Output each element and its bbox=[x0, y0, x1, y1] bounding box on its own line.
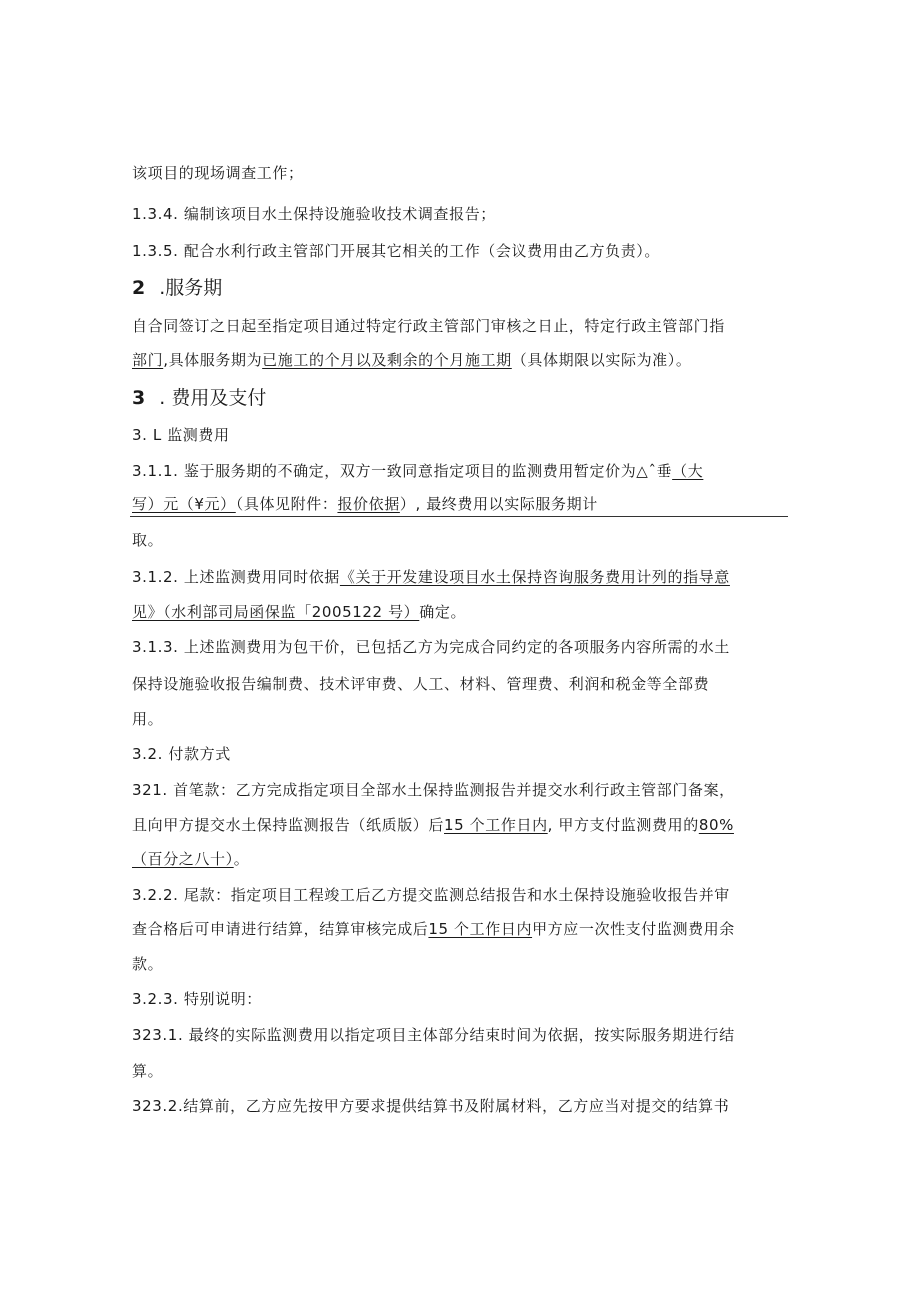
clause-3-2-3-2: 323.2.结算前，乙方应先按甲方要求提供结算书及附属材料，乙方应当对提交的结算书 bbox=[132, 1097, 730, 1115]
clause-3-2-3: 3.2.3. 特别说明： bbox=[132, 990, 262, 1008]
text-line: 款。 bbox=[132, 955, 164, 973]
section-number: 2 bbox=[132, 277, 146, 299]
text-line: 取。 bbox=[132, 531, 164, 549]
service-period-field: 已施工的个月以及剩余的个月施工期 bbox=[262, 351, 512, 369]
clause-3-1-1 bbox=[132, 461, 792, 481]
clause-3-2-3-1: 323.1. 最终的实际监测费用以指定项目主体部分结束时间为依据，按实际服务期进行结 bbox=[132, 1026, 735, 1044]
text-run: ）, 最终费用以实际服务期计 bbox=[399, 495, 598, 513]
regulation-title: 见》（水利部司局函保监「2005122 号） bbox=[132, 603, 420, 621]
text-run: 确定。 bbox=[419, 603, 467, 621]
clause-3-1-2 bbox=[132, 567, 792, 587]
percentage-field: 80% bbox=[698, 816, 734, 834]
text-line: 自合同签订之日起至指定项目通过特定行政主管部门审核之日止，特定行政主管部门指 bbox=[132, 317, 725, 335]
clause-1-3-5: 1.3.5. 配合水利行政主管部门开展其它相关的工作（会议费用由乙方负责）。 bbox=[132, 242, 661, 260]
section-3-heading bbox=[132, 386, 266, 410]
underlined-text: 部门 bbox=[132, 351, 164, 369]
text-line bbox=[132, 350, 792, 370]
section-title: . 费用及支付 bbox=[159, 387, 267, 409]
text-run: 查合格后可申请进行结算，结算审核完成后 bbox=[132, 920, 429, 938]
text-line bbox=[132, 602, 792, 622]
text-line bbox=[132, 494, 792, 514]
text-run: 甲方应一次性支付监测费用余 bbox=[532, 920, 735, 938]
text-line: 用。 bbox=[132, 710, 164, 728]
text-run: 3.1.2. 上述监测费用同时依据 bbox=[132, 568, 340, 586]
text-line: 保持设施验收报告编制费、技术评审费、人工、材料、管理费、利润和税金等全部费 bbox=[132, 675, 710, 693]
deadline-field: 15 个工作日内 bbox=[444, 816, 548, 834]
text-run: 3.1.1. 鉴于服务期的不确定，双方一致同意指定项目的监测费用暂定价为△ˆ垂 bbox=[132, 462, 673, 480]
amount-field: 写）元（¥元） bbox=[132, 495, 236, 513]
regulation-title: 《关于开发建设项目水土保持咨询服务费用计列的指导意 bbox=[339, 568, 730, 586]
clause-3-2-2: 3.2.2. 尾款：指定项目工程竣工后乙方提交监测总结报告和水土保持设施验收报告并审 bbox=[132, 886, 730, 904]
text-line bbox=[132, 919, 792, 939]
section-2-heading bbox=[132, 276, 222, 300]
text-run: 且向甲方提交水土保持监测报告（纸质版）后 bbox=[132, 816, 445, 834]
section-number: 3 bbox=[132, 387, 146, 409]
subsection-3-2: 3.2. 付款方式 bbox=[132, 745, 231, 763]
clause-3-2-1: 321. 首笔款：乙方完成指定项目全部水土保持监测报告并提交水利行政主管部门备案， bbox=[132, 781, 735, 799]
deadline-field: 15 个工作日内 bbox=[428, 920, 533, 938]
text-run: 。 bbox=[233, 850, 250, 868]
text-run: （具体期限以实际为准）。 bbox=[511, 351, 692, 369]
text-run: （具体见附件： bbox=[235, 495, 338, 513]
horizontal-rule bbox=[130, 516, 788, 517]
clause-1-3-4: 1.3.4. 编制该项目水土保持设施验收技术调查报告； bbox=[132, 205, 496, 223]
text-line bbox=[132, 815, 792, 835]
text-line: 算。 bbox=[132, 1062, 164, 1080]
text-run: , 甲方支付监测费用的 bbox=[547, 816, 699, 834]
attachment-reference: 报价依据 bbox=[337, 495, 400, 513]
text-line: 该项目的现场调查工作； bbox=[132, 164, 304, 182]
section-title: .服务期 bbox=[159, 277, 223, 299]
subsection-3-1: 3. L 监测费用 bbox=[132, 426, 230, 444]
amount-field: （大 bbox=[672, 462, 704, 480]
text-run: ,具体服务期为 bbox=[163, 351, 263, 369]
percentage-field: （百分之八十） bbox=[132, 850, 234, 868]
text-line bbox=[132, 849, 792, 869]
clause-3-1-3: 3.1.3. 上述监测费用为包干价，已包括乙方为完成合同约定的各项服务内容所需的水土 bbox=[132, 638, 730, 656]
